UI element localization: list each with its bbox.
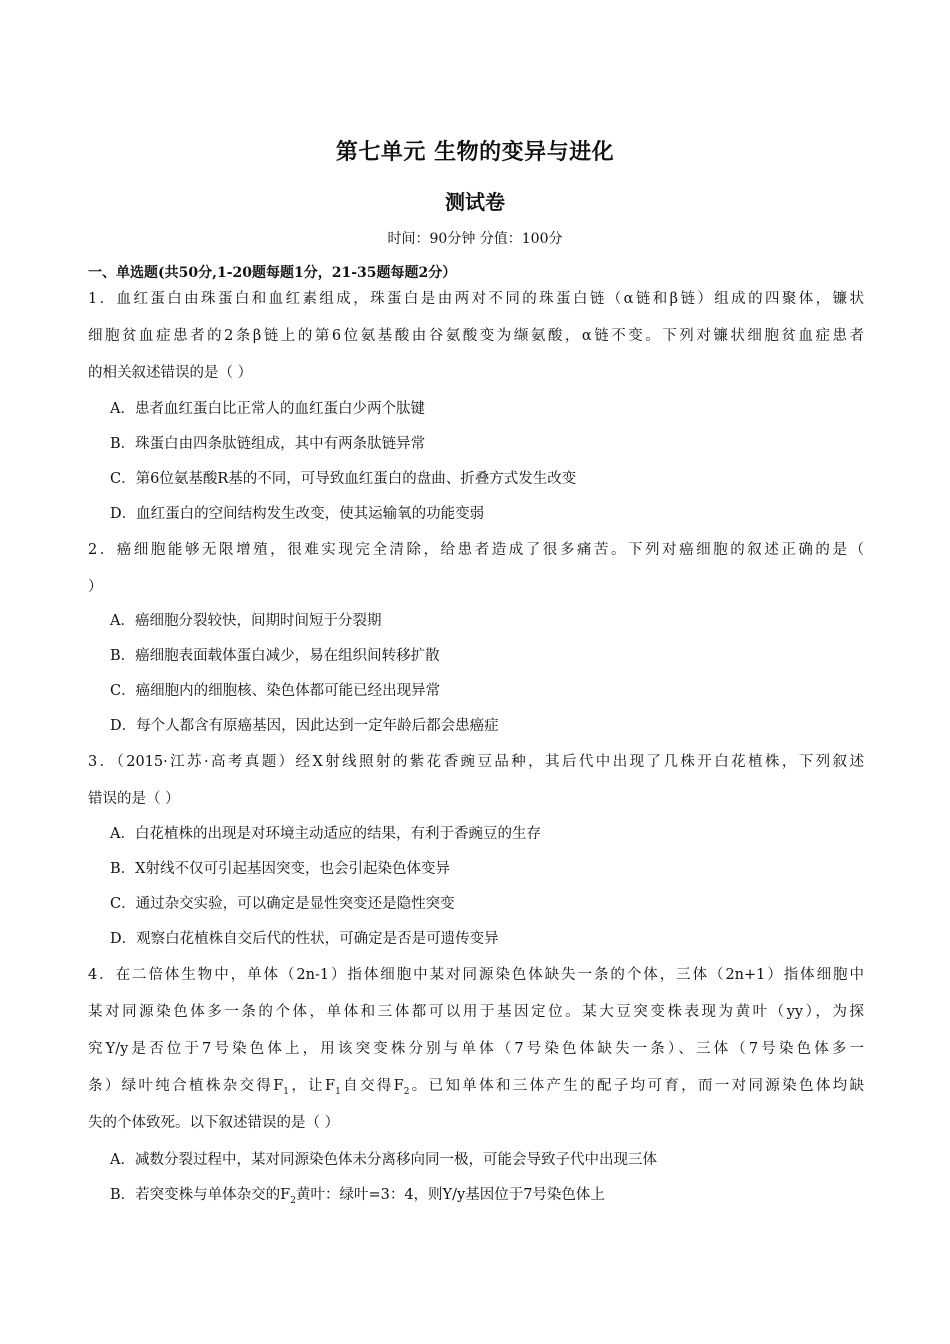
question-2-stem-line-2: ）	[88, 579, 103, 595]
question-3-option-a: A．白花植株的出现是对环境主动适应的结果，有利于香豌豆的生存	[110, 826, 541, 842]
question-4-stem-line-5: 失的个体致死。以下叙述错误的是（ ）	[88, 1115, 340, 1131]
question-1-option-a: A．患者血红蛋白比正常人的血红蛋白少两个肽键	[110, 401, 425, 417]
question-3-stem-line-2: 错误的是（ ）	[88, 791, 180, 807]
section-heading: 一、单选题(共50分,1-20题每题1分，21-35题每题2分）	[88, 265, 457, 281]
question-4-stem-line-1: 4．在二倍体生物中，单体（2n-1）指体细胞中某对同源染色体缺失一条的个体，三体（2n+1）指体细胞中	[88, 967, 864, 983]
question-1-option-d: D．血红蛋白的空间结构发生改变，使其运输氧的功能变弱	[110, 506, 485, 522]
question-4-stem-line-4: 条）绿叶纯合植株杂交得$F_1$，让$F_1$自交得$F_2$。已知单体和三体产生的配子均可育，而一对同源染色体均缺	[88, 1078, 865, 1097]
question-2-option-b: B．癌细胞表面载体蛋白减少，易在组织间转移扩散	[110, 648, 440, 664]
question-2-option-a: A．癌细胞分裂较快，间期时间短于分裂期	[110, 613, 382, 629]
question-2-option-d: D．每个人都含有原癌基因，因此达到一定年龄后都会患癌症	[110, 718, 499, 734]
document-subtitle: 测试卷	[445, 190, 505, 214]
question-1-stem-line-2: 细胞贫血症患者的2条β链上的第6位氨基酸由谷氨酸变为缬氨酸，α链不变。下列对镰状细胞贫血症患者	[88, 328, 864, 344]
exam-meta: 时间：90分钟 分值：100分	[387, 231, 563, 247]
question-4-option-b: B．若突变株与单体杂交的$F_2$黄叶：绿叶=3：4，则Y/y基因位于7号染色体上	[110, 1187, 605, 1206]
question-1-option-b: B．珠蛋白由四条肽链组成，其中有两条肽链异常	[110, 436, 426, 452]
question-3-option-c: C．通过杂交实验，可以确定是显性突变还是隐性突变	[110, 896, 455, 912]
question-2-stem-line-1: 2．癌细胞能够无限增殖，很难实现完全清除，给患者造成了很多痛苦。下列对癌细胞的叙述正确的是（	[88, 542, 864, 558]
question-4-stem-line-3: 究Y/y是否位于7号染色体上，用该突变株分别与单体（7号染色体缺失一条）、三体（7号染色体多一	[88, 1041, 864, 1057]
question-1-option-c: C．第6位氨基酸R基的不同，可导致血红蛋白的盘曲、折叠方式发生改变	[110, 471, 577, 487]
question-1-stem-line-3: 的相关叙述错误的是（ ）	[88, 365, 253, 381]
question-4-option-a: A．减数分裂过程中，某对同源染色体未分离移向同一极，可能会导致子代中出现三体	[110, 1152, 657, 1168]
question-3-stem-line-1: 3．（2015·江苏·高考真题）经X射线照射的紫花香豌豆品种，其后代中出现了几株开白花植株，下列叙述	[88, 754, 864, 770]
question-3-option-b: B．X射线不仅可引起基因突变，也会引起染色体变异	[110, 861, 450, 877]
question-2-option-c: C．癌细胞内的细胞核、染色体都可能已经出现异常	[110, 683, 441, 699]
question-4-stem-line-2: 某对同源染色体多一条的个体，单体和三体都可以用于基因定位。某大豆突变株表现为黄叶（yy），为探	[88, 1004, 864, 1020]
question-3-option-d: D．观察白花植株自交后代的性状，可确定是否是可遗传变异	[110, 931, 499, 947]
document-title: 第七单元 生物的变异与进化	[335, 140, 615, 165]
question-1-stem-line-1: 1．血红蛋白由珠蛋白和血红素组成，珠蛋白是由两对不同的珠蛋白链（α链和β链）组成的四聚体，镰状	[88, 291, 864, 307]
